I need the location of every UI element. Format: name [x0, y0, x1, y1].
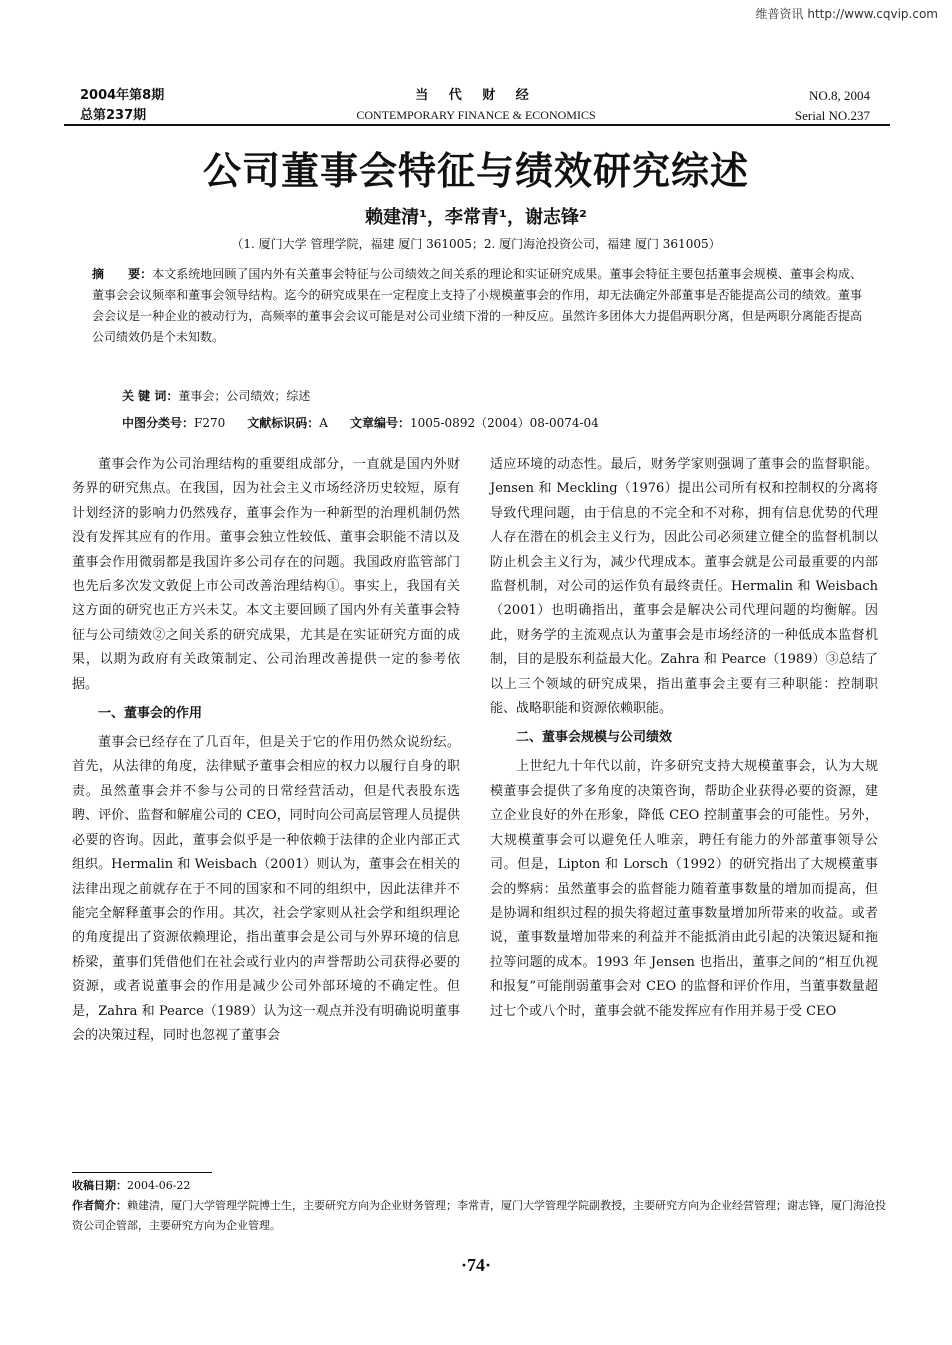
intro-paragraph: 董事会作为公司治理结构的重要组成部分，一直就是国内外财务界的研究焦点。在我国，因为社会主义市场经济历史较短，原有计划经济的影响力仍然残存，董事会作为一种新型的治理机制仍然没有发挥其应有的作用。董事会独立性较低、董事会职能不清以及董事会作用微弱都是我国许多公司存在的问题。我国政府监管部门也先后多次发文敦促上市公司改善治理结构①。事实上，我国有关这方面的研究也正方兴未艾。本文主要回顾了国内外有关董事会特征与公司绩效②之间关系的研究成果，尤其是在实证研究方面的成果，以期为政府有关政策制定、公司治理改善提供一定的参考依据。 — [72, 457, 460, 692]
keywords-text: 董事会；公司绩效；综述 — [178, 389, 311, 403]
received-value: 2004-06-22 — [127, 1179, 191, 1192]
section1-heading: 一、董事会的作用 — [98, 706, 203, 722]
issue-number-cn: 2004年第8期 — [80, 88, 165, 103]
issue-number-en: NO.8, 2004 — [808, 88, 870, 103]
abstract-text: 本文系统地回顾了国内外有关董事会特征与公司绩效之间关系的理论和实证研究成果。董事会特征主要包括董事会规模、董事会构成、董事会会议频率和董事会领导结构。迄今的研究成果在一定程度上支持了小规模董事会的作用，却无法确定外部董事是否能提高公司的绩效。董事会会议是一种企业的被动行为，高频率的董事会会议可能是对公司业绩下滑的一种反应。虽然许多团体大力提倡两职分离，但是两职分离能否提高公司绩效仍是个未知数。 — [92, 267, 862, 344]
article-number-value: 1005-0892（2004）08-0074-04 — [409, 416, 599, 430]
clc-value: F270 — [194, 416, 226, 430]
serial-number-en: Serial NO.237 — [794, 108, 870, 123]
body-column-left — [72, 453, 460, 1048]
doc-code-value: A — [319, 416, 328, 430]
doc-code-label: 文献标识码： — [247, 416, 320, 430]
keywords-label: 关 键 词： — [122, 389, 179, 403]
bio-label: 作者简介： — [72, 1199, 127, 1212]
body-column-right — [490, 453, 878, 1024]
footnote-rule — [72, 1172, 212, 1173]
received-label: 收稿日期： — [72, 1179, 127, 1192]
watermark: 维普资讯 http://www.cqvip.com — [755, 7, 938, 21]
affiliations: （1. 厦门大学 管理学院，福建 厦门 361005；2. 厦门海沧投资公司，福建 厦门 361005） — [231, 237, 721, 251]
journal-name-cn: 当 代 财 经 — [415, 88, 537, 103]
author-bio — [72, 1196, 888, 1236]
serial-number-cn: 总第237期 — [80, 108, 147, 123]
page-number: ·74· — [460, 1255, 491, 1275]
bio-text: 赖建清，厦门大学管理学院博士生，主要研究方向为企业财务管理；李常青，厦门大学管理学院副教授，主要研究方向为企业经营管理；谢志锋，厦门海沧投资公司企管部，主要研究方向为企业管理。 — [72, 1199, 886, 1232]
journal-name-en: CONTEMPORARY FINANCE & ECONOMICS — [356, 108, 596, 122]
received-date — [72, 1176, 888, 1196]
authors: 赖建清¹，李常青¹，谢志锋² — [365, 207, 587, 228]
classification-line — [122, 414, 599, 431]
section2-paragraph: 上世纪九十年代以前，许多研究支持大规模董事会，认为大规模董事会提供了多角度的决策咨询，帮助企业获得必要的资源，建立企业良好的外在形象，降低 CEO 控制董事会的可能性。另外，大规模董事会可以避免任人唯亲，聘任有能力的外部董事领导公司。但是，Lipton 和 Lorsch（1992）的研究指出了大规模董事会的弊病：虽然董事会的监督能力随着董事数量的增加而提高，但是协调和组织过程的损失将超过董事数量增加所带来的收益。或者说，董事数量增加带来的利益并不能抵消由此引起的决策迟疑和拖拉等问题的成本。1993 年 Jensen 也指出，董事之间的“相互仇视和报复”可能削弱董事会对 CEO 的监督和评价作用，当董事数量超过七个或八个时，董事会就不能发挥应有作用并易于受 CEO — [490, 759, 878, 1019]
section1-paragraph-continued: 适应环境的动态性。最后，财务学家则强调了董事会的监督职能。Jensen 和 Meckling（1976）提出公司所有权和控制权的分离将导致代理问题，由于信息的不完全和不对称，拥有信息优势的代理人存在潜在的机会主义行为，因此公司必须建立健全的监督机制以防止机会主义行为，减少代理成本。董事会就是公司最重要的内部监督机制，对公司的运作负有最终责任。Hermalin 和 Weisbach（2001）也明确指出，董事会是解决公司代理问题的均衡解。因此，财务学的主流观点认为董事会是市场经济的一种低成本监督机制，目的是股东利益最大化。Zahra 和 Pearce（1989）③总结了以上三个领域的研究成果，指出董事会主要有三种职能：控制职能、战略职能和资源依赖职能。 — [490, 457, 878, 717]
header-issue-en — [795, 86, 870, 126]
article-title: 公司董事会特征与绩效研究综述 — [202, 149, 749, 193]
section2-heading: 二、董事会规模与公司绩效 — [516, 730, 673, 746]
section1-paragraph: 董事会已经存在了几百年，但是关于它的作用仍然众说纷纭。首先，从法律的角度，法律赋予董事会相应的权力以履行自身的职责。虽然董事会并不参与公司的日常经营活动，但是代表股东选聘、评价、监督和解雇公司的 CEO，同时向公司高层管理人员提供必要的咨询。因此，董事会似乎是一种依赖于法律的企业内部正式组织。Hermalin 和 Weisbach（2001）则认为，董事会在相关的法律出现之前就存在于不同的国家和不同的组织中，因此法律并不能完全解释董事会的作用。其次，社会学家则从社会学和组织理论的角度提出了资源依赖理论，指出董事会是公司与外界环境的信息桥梁，董事们凭借他们在社会或行业内的声誉帮助公司获得必要的资源，或者说董事会的作用是减少公司外部环境的不确定性。但是，Zahra 和 Pearce（1989）认为这一观点并没有明确说明董事会的决策过程，同时也忽视了董事会 — [72, 735, 460, 1043]
keywords — [122, 387, 310, 404]
article-number-label: 文章编号： — [349, 416, 410, 430]
header-rule — [64, 124, 890, 126]
clc-label: 中图分类号： — [122, 416, 195, 430]
abstract — [92, 264, 862, 348]
footnotes — [72, 1176, 888, 1236]
abstract-label: 摘 要： — [92, 267, 153, 281]
